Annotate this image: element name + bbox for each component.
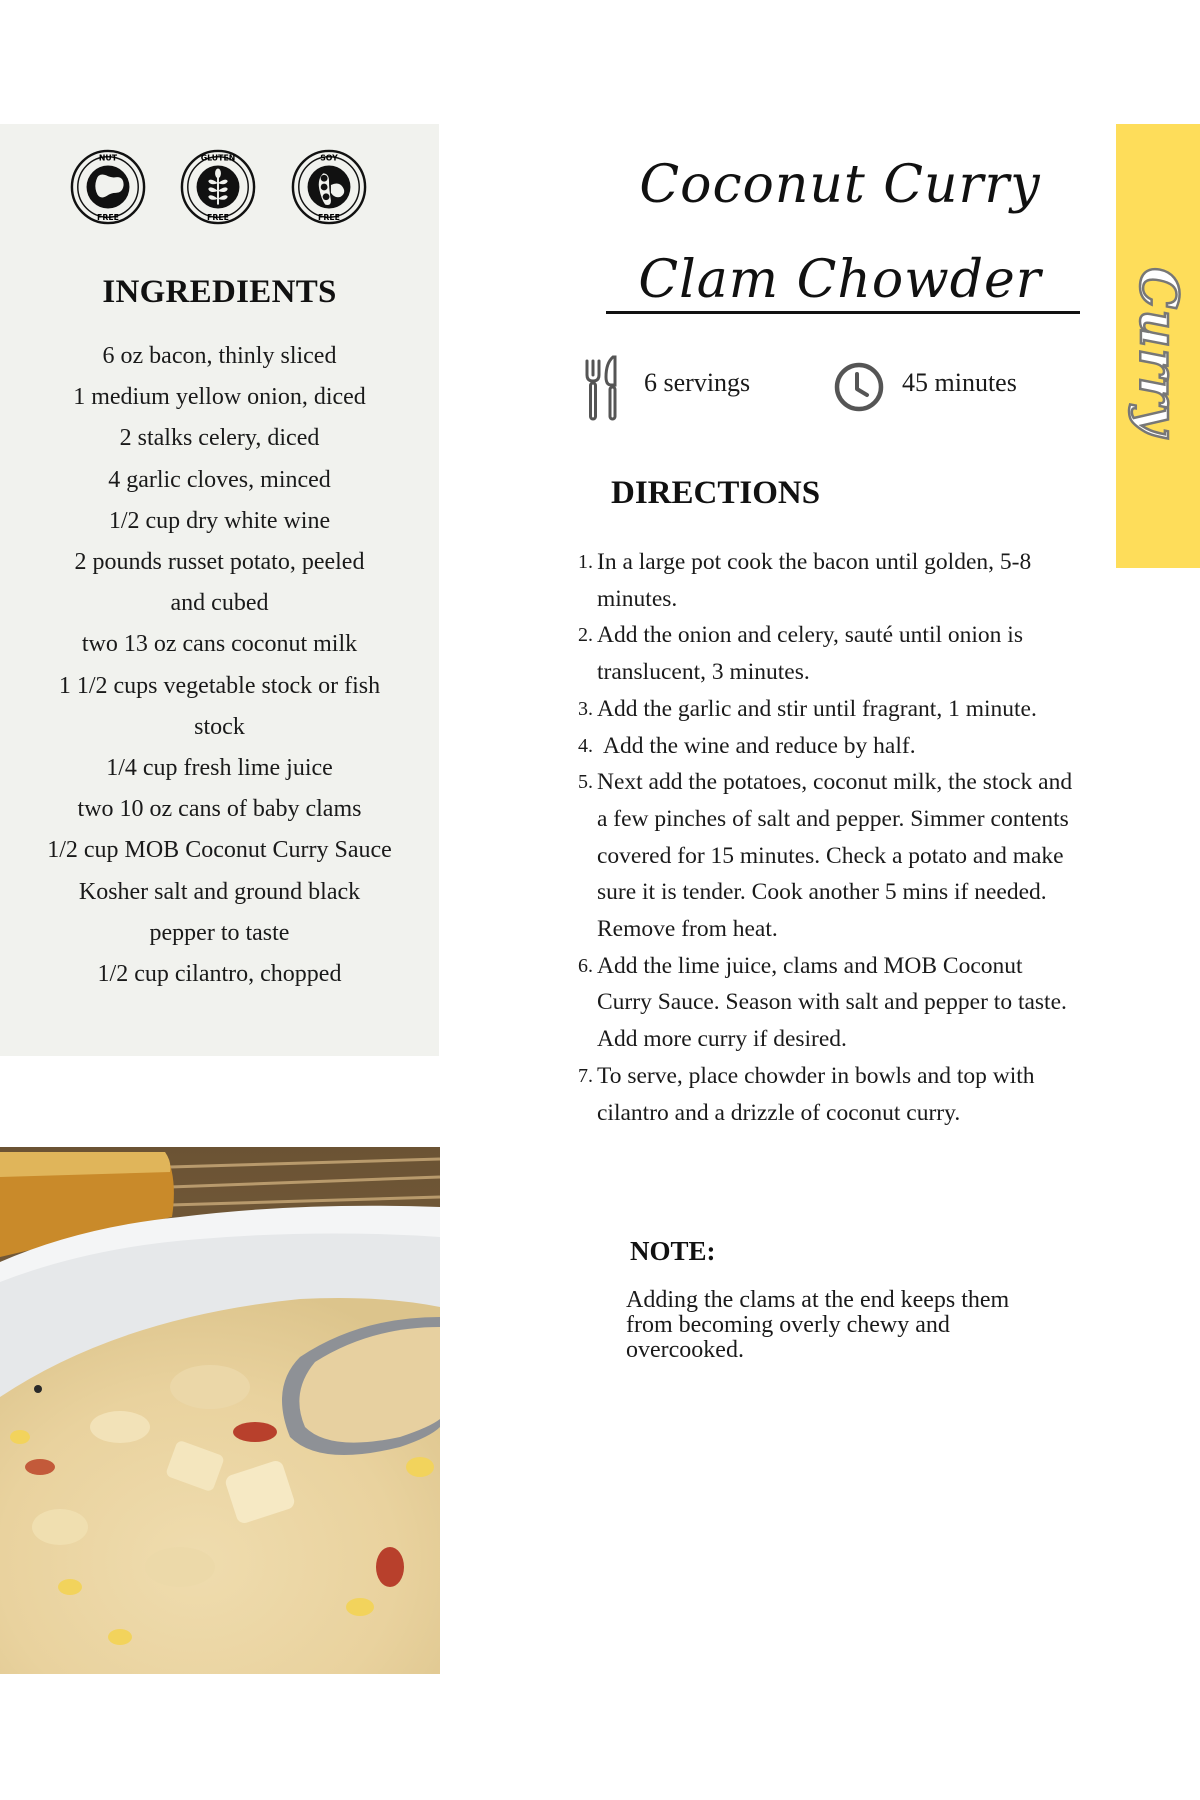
step-number: 4. bbox=[578, 734, 593, 757]
time-text: 45 minutes bbox=[902, 368, 1017, 397]
svg-text:GLUTEN: GLUTEN bbox=[200, 153, 236, 163]
svg-text:NUT: NUT bbox=[98, 153, 118, 163]
step-number: 2. bbox=[578, 624, 593, 647]
ingredients-list bbox=[30, 336, 409, 995]
direction-step bbox=[572, 544, 1082, 617]
ingredient-line: 1/4 cup fresh lime juice bbox=[106, 755, 333, 782]
svg-text:SOY: SOY bbox=[320, 153, 338, 163]
direction-step bbox=[572, 617, 1082, 690]
direction-step bbox=[572, 764, 1082, 948]
recipe-title-line2: Clam Chowder bbox=[638, 250, 1042, 310]
title-divider bbox=[606, 311, 1080, 314]
step-number: 5. bbox=[578, 771, 593, 794]
ingredient-line: two 10 oz cans of baby clams bbox=[77, 796, 362, 823]
chowder-bowl-image bbox=[0, 1147, 440, 1674]
recipe-title bbox=[600, 138, 1080, 328]
ingredient-line: two 13 oz cans coconut milk bbox=[81, 631, 358, 658]
ingredient-line: 1/2 cup MOB Coconut Curry Sauce bbox=[47, 837, 392, 864]
step-text: Add the wine and reduce by half. bbox=[603, 732, 916, 759]
gluten-free-badge bbox=[179, 148, 257, 226]
ingredient-line: 2 stalks celery, diced bbox=[119, 425, 320, 452]
ingredient-line: 4 garlic cloves, minced bbox=[108, 466, 331, 493]
step-text: Add the onion and celery, sauté until onion is translucent, 3 minutes. bbox=[597, 622, 1023, 686]
ingredient-line: 2 pounds russet potato, peeled bbox=[74, 549, 365, 576]
category-band bbox=[1116, 124, 1200, 568]
fork-knife-icon bbox=[584, 353, 620, 423]
clock-icon bbox=[833, 361, 885, 413]
step-text: In a large pot cook the bacon until golden, 5-8 minutes. bbox=[597, 549, 1032, 612]
step-text: To serve, place chowder in bowls and top with cilantro and a drizzle of coconut curry. bbox=[597, 1062, 1035, 1126]
ingredient-line: 1/2 cup dry white wine bbox=[108, 507, 331, 534]
direction-step bbox=[572, 948, 1082, 1058]
directions-list bbox=[572, 544, 1082, 1131]
servings-text: 6 servings bbox=[644, 368, 751, 397]
chowder-photo bbox=[0, 1147, 440, 1674]
ingredient-line: 6 oz bacon, thinly sliced bbox=[102, 343, 337, 369]
ingredient-line: 1/2 cup cilantro, chopped bbox=[97, 961, 342, 988]
ingredient-line: stock bbox=[194, 713, 245, 740]
ingredients-panel bbox=[0, 124, 439, 1056]
svg-text:FREE: FREE bbox=[207, 213, 229, 223]
ingredient-line: 1 medium yellow onion, diced bbox=[73, 384, 366, 411]
wheat-icon bbox=[179, 148, 257, 226]
soy-free-badge bbox=[290, 148, 368, 226]
step-number: 7. bbox=[578, 1064, 593, 1087]
note-body: Adding the clams at the end keeps them from becoming overly chewy and overcooked. bbox=[626, 1287, 1010, 1363]
step-number: 1. bbox=[578, 551, 593, 573]
ingredient-line: Kosher salt and ground black bbox=[78, 878, 361, 905]
recipe-title-line1: Coconut Curry bbox=[639, 155, 1041, 215]
soybean-icon bbox=[290, 148, 368, 226]
nut-free-badge bbox=[69, 148, 147, 226]
note-heading: NOTE: bbox=[630, 1236, 716, 1266]
ingredients-heading: INGREDIENTS bbox=[102, 274, 337, 310]
ingredient-line: and cubed bbox=[170, 590, 269, 617]
ingredient-line: pepper to taste bbox=[149, 919, 290, 946]
direction-step bbox=[572, 728, 1082, 765]
svg-text:FREE: FREE bbox=[318, 213, 340, 223]
step-text: Add the garlic and stir until fragrant, 1 minute. bbox=[597, 695, 1037, 722]
ingredient-line: 1 1/2 cups vegetable stock or fish bbox=[58, 672, 381, 699]
category-label: Curry bbox=[1127, 267, 1189, 437]
direction-step bbox=[572, 691, 1082, 728]
peanut-icon bbox=[69, 148, 147, 226]
direction-step bbox=[572, 1058, 1082, 1131]
directions-heading: DIRECTIONS bbox=[611, 475, 821, 511]
svg-text:FREE: FREE bbox=[97, 213, 119, 223]
step-text: Next add the potatoes, coconut milk, the stock and a few pinches of salt and pepper. Simmer contents covered for 15 minutes. Check a potato and make sure it is tender. Cook another 5 mins if needed. Remove from heat. bbox=[597, 769, 1073, 943]
step-number: 3. bbox=[578, 697, 593, 720]
step-text: Add the lime juice, clams and MOB Coconut Curry Sauce. Season with salt and pepper to taste. Add more curry if desired. bbox=[597, 952, 1067, 1053]
step-number: 6. bbox=[578, 954, 593, 977]
